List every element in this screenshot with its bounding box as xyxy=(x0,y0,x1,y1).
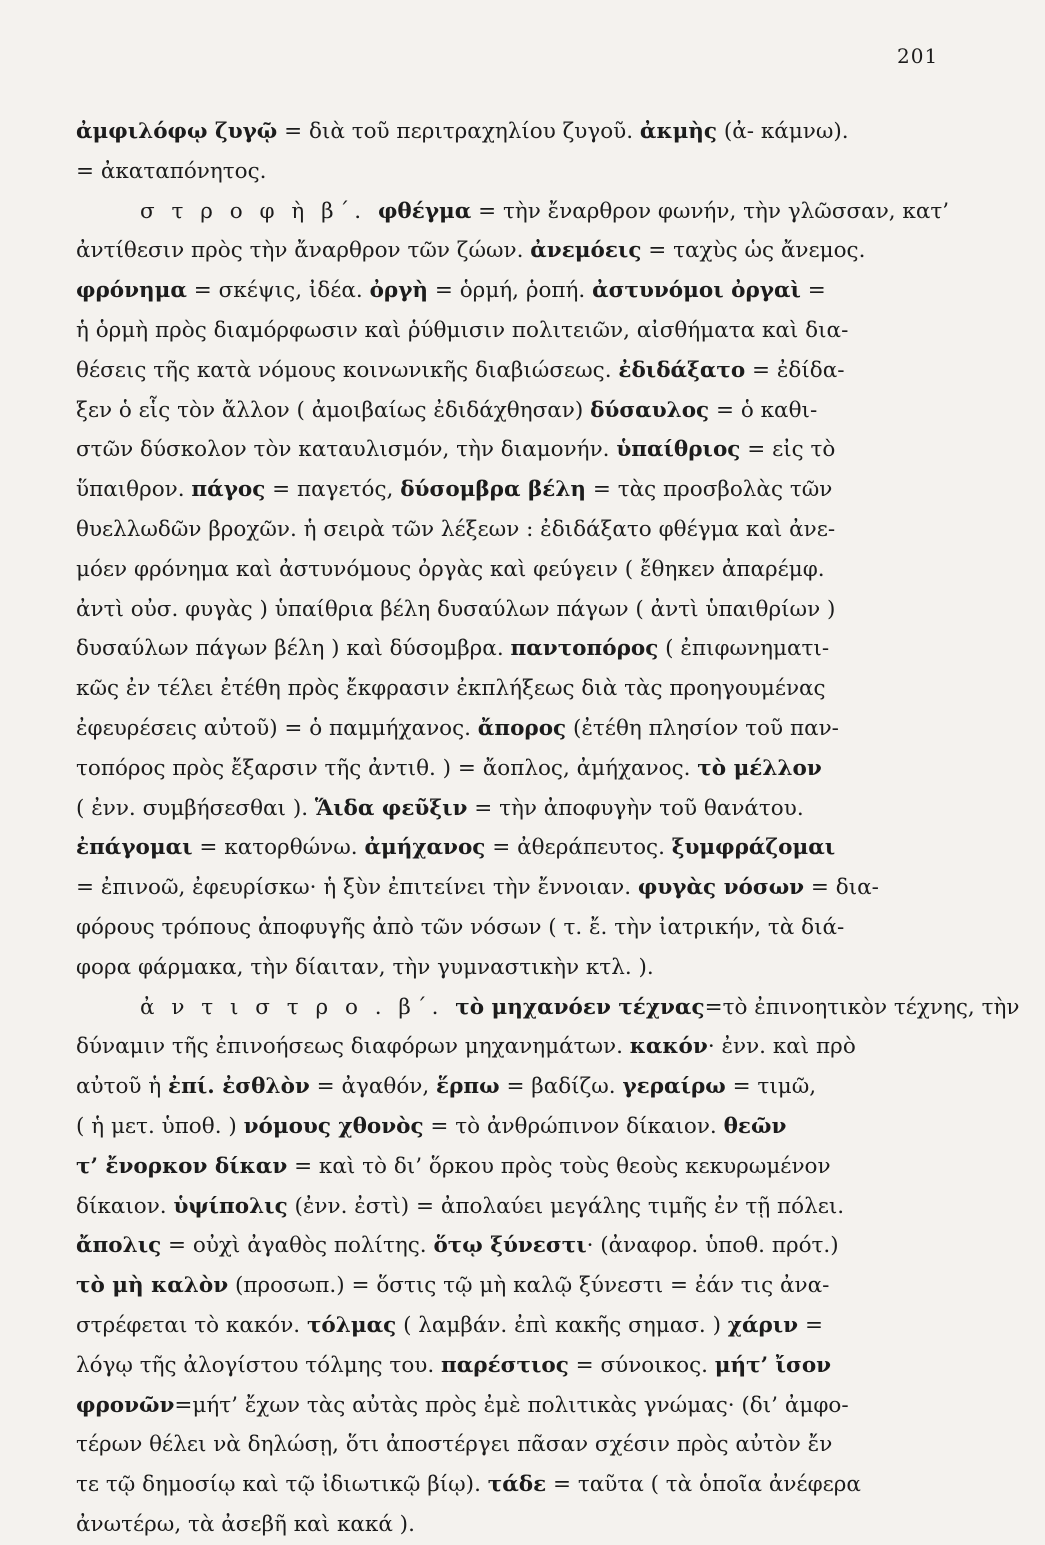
text-line xyxy=(76,1187,956,1227)
gloss-text: = κατορθώνω. xyxy=(192,835,365,861)
gloss-text: θυελλωδῶν βροχῶν. ἡ σειρὰ τῶν λέξεων : ἐδιδάξατο φθέγμα καὶ ἀνε- xyxy=(76,516,836,542)
text-line xyxy=(76,1027,956,1067)
gloss-text: = καὶ τὸ δι’ ὅρκου πρὸς τοὺς θεοὺς κεκυρωμένον xyxy=(287,1153,831,1179)
gloss-text: = σκέψις, ἰδέα. xyxy=(186,278,370,304)
gloss-text: δίκαιον. xyxy=(76,1193,174,1219)
text-line xyxy=(76,311,956,351)
headword: τὸ μηχανόεν τέχνας xyxy=(455,994,705,1020)
headword: ξυμφράζομαι xyxy=(671,835,836,861)
gloss-text: σ τ ρ ο φ ὴ β΄. xyxy=(140,198,378,224)
headword: ἄπολις xyxy=(76,1233,162,1259)
headword: φυγὰς νόσων xyxy=(637,875,805,901)
gloss-text: δυσαύλων πάγων βέλη ) καὶ δύσομβρα. xyxy=(76,636,511,662)
gloss-text: = δια- xyxy=(804,875,879,901)
headword: κακόν xyxy=(629,1034,708,1060)
gloss-text: = ὁ καθι- xyxy=(709,397,818,423)
gloss-text: =τὸ ἐπινοητικὸν τέχνης, τὴν xyxy=(704,994,1020,1020)
gloss-text: = xyxy=(800,278,826,304)
gloss-text: ἀ ν τ ι σ τ ρ ο . β΄. xyxy=(140,994,456,1020)
gloss-text: = ἐδίδα- xyxy=(745,357,845,383)
text-line xyxy=(76,1226,956,1266)
gloss-text: = οὐχὶ ἀγαθὸς πολίτης. xyxy=(161,1233,434,1259)
headword: πάγος xyxy=(191,477,266,503)
commentary-text xyxy=(76,112,1020,1545)
headword: ἀνεμόεις xyxy=(530,238,642,264)
headword: γεραίρω xyxy=(622,1074,726,1100)
headword: ἕρπω xyxy=(436,1074,500,1100)
text-line xyxy=(76,231,956,271)
headword: φθέγμα xyxy=(377,198,472,224)
gloss-text: (προσωπ.) = ὅστις τῷ μὴ καλῷ ξύνεστι = ἐάν τις ἀνα- xyxy=(228,1273,830,1299)
headword: φρόνημα xyxy=(76,278,187,304)
gloss-text: = διὰ τοῦ περιτραχηλίου ζυγοῦ. xyxy=(277,119,640,144)
gloss-text: = βαδίζω. xyxy=(499,1074,623,1100)
text-line xyxy=(76,1266,956,1306)
text-line xyxy=(76,112,956,152)
gloss-text: αὐτοῦ ἡ xyxy=(76,1074,169,1100)
headword: μήτ’ ἴσον xyxy=(714,1352,832,1378)
headword: ἀκμὴς xyxy=(639,119,718,144)
headword: ἐδιδάξατο xyxy=(618,357,746,383)
headword: ἐπάγομαι xyxy=(76,835,193,861)
text-line xyxy=(76,908,956,948)
gloss-text: = ὁρμή, ῥοπή. xyxy=(428,278,593,304)
gloss-text: =μήτ’ ἔχων τὰς αὐτὰς πρὸς ἐμὲ πολιτικὰς γνώμας· (δι’ ἀμφο- xyxy=(174,1392,849,1418)
text-line xyxy=(76,789,956,829)
gloss-text: (ἐτέθη πλησίον τοῦ παν- xyxy=(566,715,839,741)
gloss-text: = ἀθεράπευτος. xyxy=(485,835,672,861)
gloss-text: ( ἐπιφωνηματι- xyxy=(658,636,830,662)
text-line xyxy=(76,510,956,550)
text-line xyxy=(76,828,956,868)
text-line xyxy=(76,1306,956,1346)
gloss-text: = εἰς τὸ xyxy=(740,437,836,463)
gloss-text: στῶν δύσκολον τὸν καταυλισμόν, τὴν διαμονήν. xyxy=(76,437,617,463)
gloss-text: ξεν ὁ εἷς τὸν ἄλλον ( ἀμοιβαίως ἐδιδάχθησαν) xyxy=(76,397,591,423)
headword: ἐπί. ἐσθλὸν xyxy=(168,1074,310,1100)
text-line xyxy=(76,948,956,988)
gloss-text: στρέφεται τὸ κακόν. xyxy=(76,1312,307,1338)
gloss-text: = τιμῶ, xyxy=(725,1074,817,1100)
text-line xyxy=(76,1147,956,1187)
headword: τὸ μέλλον xyxy=(697,755,822,781)
headword: ἀμφιλόφῳ ζυγῷ xyxy=(76,119,278,144)
gloss-text: ( λαμβάν. ἐπὶ κακῆς σημασ. ) xyxy=(396,1312,728,1338)
gloss-text: ἀντίθεσιν πρὸς τὴν ἄναρθρον τῶν ζώων. xyxy=(76,238,531,264)
text-line xyxy=(76,590,956,630)
text-line xyxy=(76,1465,956,1505)
gloss-text: κῶς ἐν τέλει ἐτέθη πρὸς ἔκφρασιν ἐκπλήξεως διὰ τὰς προηγουμένας xyxy=(76,676,826,702)
headword: φρονῶν xyxy=(76,1392,175,1418)
text-line xyxy=(76,669,956,709)
gloss-text: (ἀ- κάμνω). xyxy=(717,119,849,144)
gloss-text: = ἀγαθόν, xyxy=(309,1074,437,1100)
headword: ὀργὴ xyxy=(369,278,429,304)
headword: ἄπορος xyxy=(477,715,567,741)
gloss-text: · ἐνν. καὶ πρὸ xyxy=(707,1034,856,1060)
text-line xyxy=(76,550,956,590)
headword: παντοπόρος xyxy=(510,636,659,662)
text-line xyxy=(76,629,956,669)
headword: δύσομβρα βέλη xyxy=(400,477,587,503)
gloss-text: = σύνοικος. xyxy=(568,1352,715,1378)
headword: ὑπαίθριος xyxy=(616,437,741,463)
text-line xyxy=(76,1067,956,1107)
page-number: 201 xyxy=(897,44,939,68)
headword: τὸ μὴ καλὸν xyxy=(76,1273,229,1299)
text-line xyxy=(76,1425,956,1465)
gloss-text: φόρους τρόπους ἀποφυγῆς ἀπὸ τῶν νόσων ( τ. ἔ. τὴν ἰατρικήν, τὰ διά- xyxy=(76,914,845,940)
gloss-text: θέσεις τῆς κατὰ νόμους κοινωνικῆς διαβιώσεως. xyxy=(76,357,619,383)
gloss-text: ἀνωτέρω, τὰ ἀσεβῆ καὶ κακά ). xyxy=(76,1511,415,1537)
gloss-text: μόεν φρόνημα καὶ ἀστυνόμους ὀργὰς καὶ φεύγειν ( ἔθηκεν ἀπαρέμφ. xyxy=(76,556,825,582)
gloss-text: φορα φάρμακα, τὴν δίαιταν, τὴν γυμναστικὴν κτλ. ). xyxy=(76,954,654,980)
gloss-text: ὕπαιθρον. xyxy=(76,477,192,503)
text-line xyxy=(76,988,1020,1028)
headword: παρέστιος xyxy=(441,1352,569,1378)
headword: ὅτῳ ξύνεστι xyxy=(433,1233,587,1259)
gloss-text: ( ἡ μετ. ὑποθ. ) xyxy=(76,1113,244,1139)
headword: τ’ ἔνορκον δίκαν xyxy=(76,1153,288,1179)
gloss-text: = ἐπινοῶ, ἐφευρίσκω· ἡ ξὺν ἐπιτείνει τὴν ἔννοιαν. xyxy=(76,875,638,901)
text-line xyxy=(76,1386,956,1426)
headword: τόλμας xyxy=(306,1312,397,1338)
headword: δύσαυλος xyxy=(590,397,710,423)
headword: τάδε xyxy=(487,1472,547,1498)
gloss-text: = παγετός, xyxy=(265,477,401,503)
gloss-text: ἡ ὁρμὴ πρὸς διαμόρφωσιν καὶ ῥύθμισιν πολιτειῶν, αἰσθήματα καὶ δια- xyxy=(76,317,849,343)
headword: ὑψίπολις xyxy=(173,1193,288,1219)
text-line xyxy=(76,470,956,510)
text-line xyxy=(76,1346,956,1386)
headword: θεῶν xyxy=(723,1113,787,1139)
headword: χάριν xyxy=(727,1312,799,1338)
gloss-text: δύναμιν τῆς ἐπινοήσεως διαφόρων μηχανημάτων. xyxy=(76,1034,630,1060)
headword: Ἅιδα φεῦξιν xyxy=(314,795,468,821)
gloss-text: = τὸ ἀνθρώπινον δίκαιον. xyxy=(423,1113,724,1139)
gloss-text: · (ἀναφορ. ὑποθ. πρότ.) xyxy=(586,1233,839,1259)
text-line xyxy=(76,1107,956,1147)
text-line xyxy=(76,1505,956,1545)
headword: ἀστυνόμοι ὀργαὶ xyxy=(592,278,801,304)
gloss-text: = ταχὺς ὡς ἄνεμος. xyxy=(641,238,866,264)
text-line xyxy=(76,152,956,192)
headword: ἀμήχανος xyxy=(364,835,486,861)
gloss-text: τέρων θέλει νὰ δηλώσῃ, ὅτι ἀποστέργει πᾶσαν σχέσιν πρὸς αὐτὸν ἔν xyxy=(76,1432,833,1458)
gloss-text: ἀντὶ οὐσ. φυγὰς ) ὑπαίθρια βέλη δυσαύλων πάγων ( ἀντὶ ὑπαιθρίων ) xyxy=(76,596,836,622)
text-line xyxy=(76,271,956,311)
gloss-text: τοπόρος πρὸς ἔξαρσιν τῆς ἀντιθ. ) = ἄοπλος, ἀμήχανος. xyxy=(76,755,698,781)
gloss-text: (ἐνν. ἐστὶ) = ἀπολαύει μεγάλης τιμῆς ἐν τῇ πόλει. xyxy=(287,1193,845,1219)
text-line xyxy=(76,749,956,789)
gloss-text: = τὴν ἀποφυγὴν τοῦ θανάτου. xyxy=(467,795,804,821)
gloss-text: = ἀκαταπόνητος. xyxy=(76,158,267,184)
gloss-text: = ταῦτα ( τὰ ὁποῖα ἀνέφερα xyxy=(546,1472,861,1498)
gloss-text: = τὰς προσβολὰς τῶν xyxy=(586,477,833,503)
gloss-text: = τὴν ἔναρθρον φωνήν, τὴν γλῶσσαν, κατ’ xyxy=(471,198,950,224)
text-line xyxy=(76,868,956,908)
text-line xyxy=(76,351,956,391)
gloss-text: = xyxy=(798,1312,823,1338)
text-line xyxy=(76,430,956,470)
gloss-text: τε τῷ δημοσίῳ καὶ τῷ ἰδιωτικῷ βίῳ). xyxy=(76,1472,488,1498)
gloss-text: ἐφευρέσεις αὐτοῦ) = ὁ παμμήχανος. xyxy=(76,715,478,741)
gloss-text: ( ἐνν. συμβήσεσθαι ). xyxy=(76,795,315,821)
text-line xyxy=(76,391,956,431)
headword: νόμους χθονὸς xyxy=(243,1113,424,1139)
gloss-text: λόγῳ τῆς ἀλογίστου τόλμης του. xyxy=(76,1352,441,1378)
text-line xyxy=(76,709,956,749)
text-line xyxy=(76,192,956,232)
